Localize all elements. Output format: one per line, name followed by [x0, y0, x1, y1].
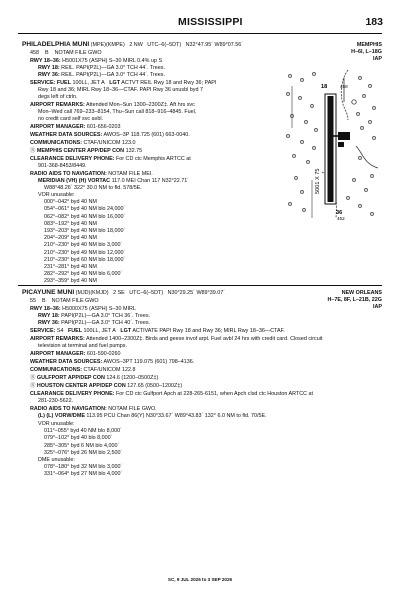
- weather-line: WEATHER DATA SOURCES: AWOS–3PT 119.075 (601) 798–4136.: [30, 359, 195, 365]
- restriction-line: 282°–292° byd 40 NM blo 6,000´: [44, 271, 123, 278]
- vortac-line-2: W88°48.26´ 322° 30.0 NM to fld. 578/5E.: [44, 185, 142, 191]
- clearance-line-2: 281-230-5622.: [38, 398, 74, 404]
- runway-18-line: RWY 18: PAPI(P2L)—GA 3.0° TCH 36´. Trees.: [38, 313, 151, 319]
- airport-name: PHILADELPHIA MUNI: [22, 41, 90, 48]
- tree-dot: [308, 162, 309, 163]
- road-line: [341, 70, 348, 120]
- tree-dot: [360, 78, 361, 79]
- tree-dot: [348, 198, 349, 199]
- restriction-line: 325°–076° byd 26 NM blo 2,500´: [44, 449, 123, 456]
- communications-line: COMMUNICATIONS: CTAF/UNICOM 122.8: [30, 367, 136, 373]
- service-line: SERVICE: S4 FUEL 100LL, JET A LGT ACTIVATE PAPI Rwy 18 and Rwy 36; MIRL Rwy 18–36—CTAF.: [30, 328, 285, 334]
- tree-dot: [306, 122, 307, 123]
- restriction-line: 231°–281° byd 40 NM: [44, 264, 97, 270]
- page-number: 183: [365, 16, 383, 28]
- communications-line: COMMUNICATIONS: CTAF/UNICOM 123.0: [30, 140, 136, 146]
- vortac-line: MERIDIAN (VH) (H) VORTAC 117.0 MEI Chan 117 N32°22.71´: [38, 178, 190, 184]
- airport-utc: UTC–6(–5DT): [147, 42, 182, 48]
- airport-location: 2 NW: [129, 42, 143, 48]
- restriction-line: 210°–230° byd 40 NM blo 3,000´: [44, 242, 123, 249]
- airport-location: 2 SE: [113, 290, 125, 296]
- tree-dot: [366, 190, 367, 191]
- tree-dot: [290, 204, 291, 205]
- clearance-line-2: 901-368-8453/8449.: [38, 163, 87, 169]
- restriction-line: 078°–180° byd 32 NM blo 3,000´: [44, 464, 123, 471]
- region-label: MEMPHIS: [356, 42, 382, 48]
- tree-dot: [312, 106, 313, 107]
- notam-file: NOTAM FILE GWO: [54, 50, 102, 56]
- tree-dot: [360, 158, 361, 159]
- service-line-3: degs left of ctrln.: [38, 94, 78, 100]
- airport-coords: N32°47.95´ W89°07.56´: [185, 42, 244, 48]
- fuel-class: B: [42, 298, 46, 304]
- unusable-heading: DME unusable:: [38, 457, 75, 463]
- airport-name: PICAYUNE MUNI: [22, 289, 75, 296]
- radar-r-icon: Ⓡ: [30, 148, 36, 154]
- runway-line: RWY 18–36: H5001X75 (ASPH) S–30 MIRL 0.4% up S: [30, 58, 163, 64]
- restriction-line: 193°–203° byd 40 NM blo 18,000´: [44, 228, 126, 234]
- runway-36-line: RWY 36: REIL. PAPI(P2L)—GA 3.0° TCH 44´. Trees.: [38, 72, 165, 78]
- tree-dot: [354, 180, 355, 181]
- unusable-heading: VOR unusable:: [38, 192, 75, 198]
- restriction-line: 000°–042° byd 40 NM: [44, 199, 97, 206]
- restriction-line: 285°–305° byd 6 NM blo 4,000´: [44, 442, 120, 449]
- tree-dot: [362, 128, 363, 129]
- vordme-line: (L) (L) VORW/DME 113.95 PCU Chan 86(Y) N30°33.67´ W89°43.83´ 132° 6.0 NM to fld. 70/5E.: [38, 413, 267, 419]
- tree-dot: [302, 80, 303, 81]
- apron-icon: [338, 132, 350, 140]
- approach-line-gulfport: Ⓡ GULFPORT APP/DEP CON 124.6 (1200–0500Z‡): [30, 375, 159, 381]
- tree-dot: [360, 206, 361, 207]
- airport-ids: (MPE)(KMPE): [90, 42, 125, 48]
- airport-diagram: [282, 68, 380, 228]
- tree-dot: [288, 94, 289, 95]
- restriction-line: 062°–082° byd 40 NM blo 16,000´: [44, 213, 126, 220]
- hangar-icon: [338, 142, 344, 147]
- restriction-line: 079°–102° byd 40 blo 8,000´: [44, 435, 113, 442]
- remarks-line-3: no credit card self svc avbl.: [38, 116, 104, 122]
- tree-dot: [374, 138, 375, 139]
- fuel-class: B: [45, 50, 49, 56]
- clearance-line: CLEARANCE DELIVERY PHONE: For CD ctc Gulfport Apch at 228-265-6151, when Apch clsd ctc Houston ARTCC at: [30, 391, 314, 397]
- runway-dimensions-label: 5001 X 75: [315, 168, 321, 194]
- beacon-icon: [352, 100, 356, 104]
- approach-line-houston: Ⓡ HOUSTON CENTER APP/DEP CON 127.65 (0500–1200Z‡): [30, 383, 183, 389]
- service-line-2: Rwy 18 and 36; MIRL Rwy 18–36—CTAF. PAPI Rwy 36 unusbl byd 7: [38, 87, 203, 93]
- tree-dot: [292, 116, 293, 117]
- state-title: MISSISSIPPI: [178, 16, 243, 28]
- restriction-line: 331°–064° byd 27 NM blo 4,000´: [44, 471, 123, 478]
- radar-r-icon: Ⓡ: [30, 383, 36, 389]
- approach-line: Ⓡ MEMPHIS CENTER APP/DEP CON 132.75: [30, 148, 143, 154]
- remarks-line: AIRPORT REMARKS: Attended 1400–2300Z‡. Birds and geese invof arpt. Fuel avbl 24 hrs with credit card. Closed circuit: [30, 336, 323, 342]
- airport-ids: (MJD)(KMJD): [75, 290, 109, 296]
- tree-dot: [374, 108, 375, 109]
- runway-18-line: RWY 18: REIL. PAPI(P2L)—GA 3.0° TCH 44´. Trees.: [38, 65, 165, 71]
- runway-surface: [328, 96, 334, 202]
- remarks-line-2: television at terminal and fuel pumps.: [38, 343, 127, 349]
- restriction-line: 210°–230° byd 49 NM blo 12,000´: [44, 249, 126, 256]
- tree-dot: [300, 98, 301, 99]
- elevation-top-label: 458: [340, 84, 348, 89]
- header-rule: [18, 33, 382, 34]
- tree-dot: [294, 156, 295, 157]
- tree-dot: [290, 76, 291, 77]
- page-header: [0, 16, 400, 30]
- restriction-line: 204°–209° byd 40 NM: [44, 235, 97, 242]
- footer-effective-dates: SC, 9 JUL 2026 to 3 SEP 2026: [167, 577, 233, 582]
- restriction-line: 011°–055° byd 40 NM blo 8,000´: [44, 428, 122, 435]
- section-divider: [18, 285, 382, 286]
- region-label: NEW ORLEANS: [341, 290, 382, 296]
- tree-dot: [288, 136, 289, 137]
- unusable-heading: VOR unusable:: [38, 421, 75, 427]
- tree-dot: [296, 178, 297, 179]
- airport-utc: UTC–6(–5DT): [129, 290, 164, 296]
- restriction-line: 293°–359° byd 40 NM: [44, 278, 97, 285]
- weather-line: WEATHER DATA SOURCES: AWOS–3P 118.725 (601) 663-0040.: [30, 132, 190, 138]
- remarks-line-2: Mon–Wed call 769–233–8154, Thu–Sun call 818–916–4845. Fuel,: [38, 109, 197, 115]
- radar-r-icon: Ⓡ: [30, 375, 36, 381]
- chart-label: H–6I, L–18G: [351, 49, 382, 55]
- chart-label: H–7E, 8F, L–21B, 22G: [327, 297, 382, 303]
- tree-dot: [304, 210, 305, 211]
- runway-36-line: RWY 36: PAPI(P2L)—GA 3.0° TCH 40´. Trees.: [38, 320, 151, 326]
- manager-line: AIRPORT MANAGER: 601-656-0203: [30, 124, 121, 130]
- tree-dot: [370, 86, 371, 87]
- restriction-line: 083°–192° byd 40 NM: [44, 220, 97, 227]
- tree-dot: [302, 192, 303, 193]
- tree-dot: [372, 176, 373, 177]
- tree-dot: [314, 74, 315, 75]
- tree-dot: [370, 122, 371, 123]
- airport-coords: N30°29.25´ W89°39.07´: [167, 290, 225, 296]
- iap-label: IAP: [373, 304, 382, 310]
- field-elevation: 55: [30, 298, 36, 304]
- tree-dot: [364, 96, 365, 97]
- iap-label: IAP: [373, 56, 382, 62]
- manager-line: AIRPORT MANAGER: 601-590-0260: [30, 351, 121, 357]
- notam-file: NOTAM FILE GWO: [51, 298, 99, 304]
- tree-dot: [372, 214, 373, 215]
- elevation-bottom-label: 452: [337, 216, 345, 221]
- restriction-line: 054°–061° byd 40 NM blo 24,000´: [44, 206, 126, 213]
- navaids-line: RADIO AIDS TO NAVIGATION: NOTAM FILE GWO.: [30, 406, 157, 412]
- service-line: SERVICE: FUEL 100LL, JET A LGT ACTVT REIL Rwy 18 and Rwy 36; PAPI: [30, 80, 217, 86]
- road-line: [356, 146, 378, 168]
- navaids-line: RADIO AIDS TO NAVIGATION: NOTAM FILE MEI.: [30, 171, 153, 177]
- runway-end-18-label: 18: [321, 84, 328, 90]
- remarks-line: AIRPORT REMARKS: Attended Mon–Sun 1300–2300Z‡. Aft hrs svc: [30, 102, 195, 108]
- runway-end-36-label: 36: [336, 210, 343, 216]
- tree-dot: [314, 148, 315, 149]
- tree-dot: [302, 142, 303, 143]
- tree-dot: [316, 130, 317, 131]
- runway-line: RWY 18–36: H5000X75 (ASPH) S–30 MIRL: [30, 306, 136, 312]
- field-elevation: 458: [30, 50, 39, 56]
- clearance-line: CLEARANCE DELIVERY PHONE: For CD ctc Memphis ARTCC at: [30, 156, 191, 162]
- tree-dot: [358, 114, 359, 115]
- restriction-line: 210°–230° byd 60 NM blo 18,000´: [44, 256, 126, 263]
